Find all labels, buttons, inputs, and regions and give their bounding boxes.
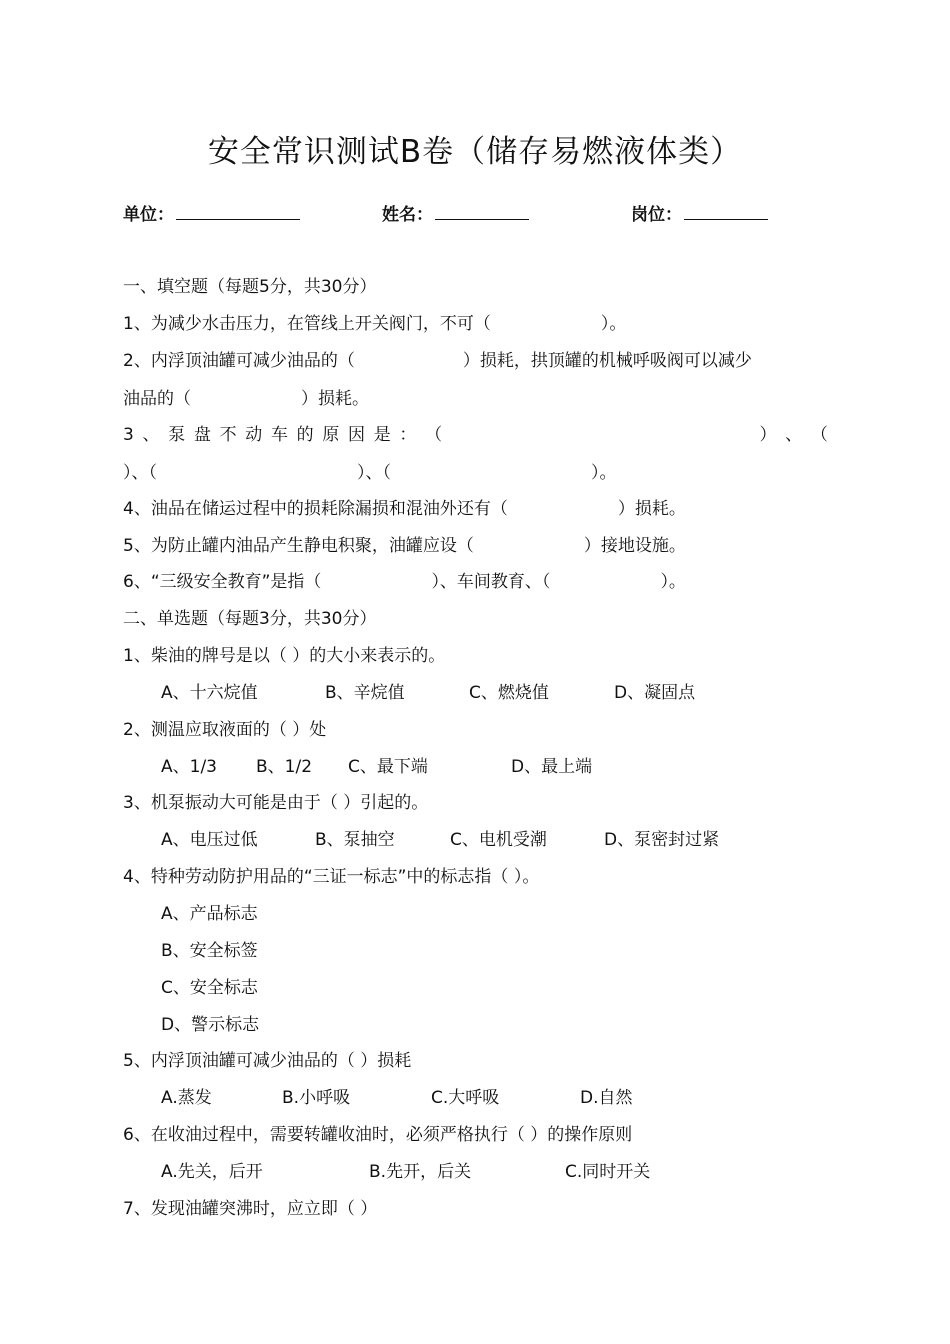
fill-question-5: 5、为防止罐内油品产生静电积聚，油罐应设（ ）接地设施。 <box>123 536 686 556</box>
option-a[interactable]: A.先关，后开 <box>161 1162 263 1182</box>
section1-heading: 一、填空题（每题5分，共30分） <box>123 277 377 297</box>
option-d[interactable]: D.自然 <box>580 1088 633 1108</box>
fill-question-2: 2、内浮顶油罐可减少油品的（ ）损耗，拱顶罐的机械呼吸阀可以减少 <box>123 351 752 371</box>
post-label: 岗位： <box>631 205 682 225</box>
option-a[interactable]: A、产品标志 <box>161 904 258 924</box>
name-field <box>382 201 529 228</box>
fill-question-6: 6、“三级安全教育”是指（ ）、车间教育、（ ）。 <box>123 572 686 592</box>
option-b[interactable]: B、1/2 <box>256 757 313 777</box>
unit-label: 单位： <box>123 205 174 225</box>
page-title: 安全常识测试B卷（储存易燃液体类） <box>207 134 743 170</box>
choice-question-1: 1、柴油的牌号是以（ ）的大小来表示的。 <box>123 646 446 666</box>
fill-question-1: 1、为减少水击压力，在管线上开关阀门，不可（ ）。 <box>123 314 627 334</box>
option-c[interactable]: C.大呼吸 <box>431 1088 500 1108</box>
name-label: 姓名： <box>382 205 433 225</box>
unit-field <box>123 201 300 228</box>
post-blank[interactable] <box>684 201 768 220</box>
option-c[interactable]: C.同时开关 <box>565 1162 651 1182</box>
choice-question-5: 5、内浮顶油罐可减少油品的（ ）损耗 <box>123 1051 412 1071</box>
option-a[interactable]: A、1/3 <box>161 757 217 777</box>
post-field <box>631 201 768 228</box>
option-a[interactable]: A、十六烷值 <box>161 683 258 703</box>
section2-heading: 二、单选题（每题3分，共30分） <box>123 609 377 629</box>
option-c[interactable]: C、燃烧值 <box>469 683 549 703</box>
fill-question-4: 4、油品在储运过程中的损耗除漏损和混油外还有（ ）损耗。 <box>123 499 686 519</box>
fill-question-3-cont: ）、（ ）、（ ）。 <box>123 463 617 483</box>
option-a[interactable]: A.蒸发 <box>161 1088 212 1108</box>
option-b[interactable]: B、安全标签 <box>161 941 258 961</box>
option-b[interactable]: B、辛烷值 <box>325 683 405 703</box>
option-c[interactable]: C、最下端 <box>348 757 428 777</box>
option-d[interactable]: D、最上端 <box>511 757 593 777</box>
name-blank[interactable] <box>435 201 529 220</box>
option-b[interactable]: B.先开，后关 <box>369 1162 472 1182</box>
choice-question-2: 2、测温应取液面的（ ）处 <box>123 720 327 740</box>
choice-question-3: 3、机泵振动大可能是由于（ ）引起的。 <box>123 793 429 813</box>
choice-question-6: 6、在收油过程中，需要转罐收油时，必须严格执行（ ）的操作原则 <box>123 1125 633 1145</box>
option-b[interactable]: B.小呼吸 <box>282 1088 351 1108</box>
option-d[interactable]: D、泵密封过紧 <box>604 830 720 850</box>
answer-blank[interactable] <box>451 422 751 448</box>
choice-question-4: 4、特种劳动防护用品的“三证一标志”中的标志指（ ）。 <box>123 867 540 887</box>
option-c[interactable]: C、电机受潮 <box>450 830 547 850</box>
choice-question-7: 7、发现油罐突沸时，应立即（ ） <box>123 1199 378 1219</box>
fill-question-2-cont: 油品的（ ）损耗。 <box>123 389 369 409</box>
option-c[interactable]: C、安全标志 <box>161 978 258 998</box>
option-d[interactable]: D、警示标志 <box>161 1015 260 1035</box>
option-a[interactable]: A、电压过低 <box>161 830 258 850</box>
unit-blank[interactable] <box>176 201 300 220</box>
option-d[interactable]: D、凝固点 <box>614 683 696 703</box>
fill-question-3: 3 、 泵 盘 不 动 车 的 原 因 是 ： （ ） 、 （ <box>123 422 828 448</box>
option-b[interactable]: B、泵抽空 <box>315 830 395 850</box>
